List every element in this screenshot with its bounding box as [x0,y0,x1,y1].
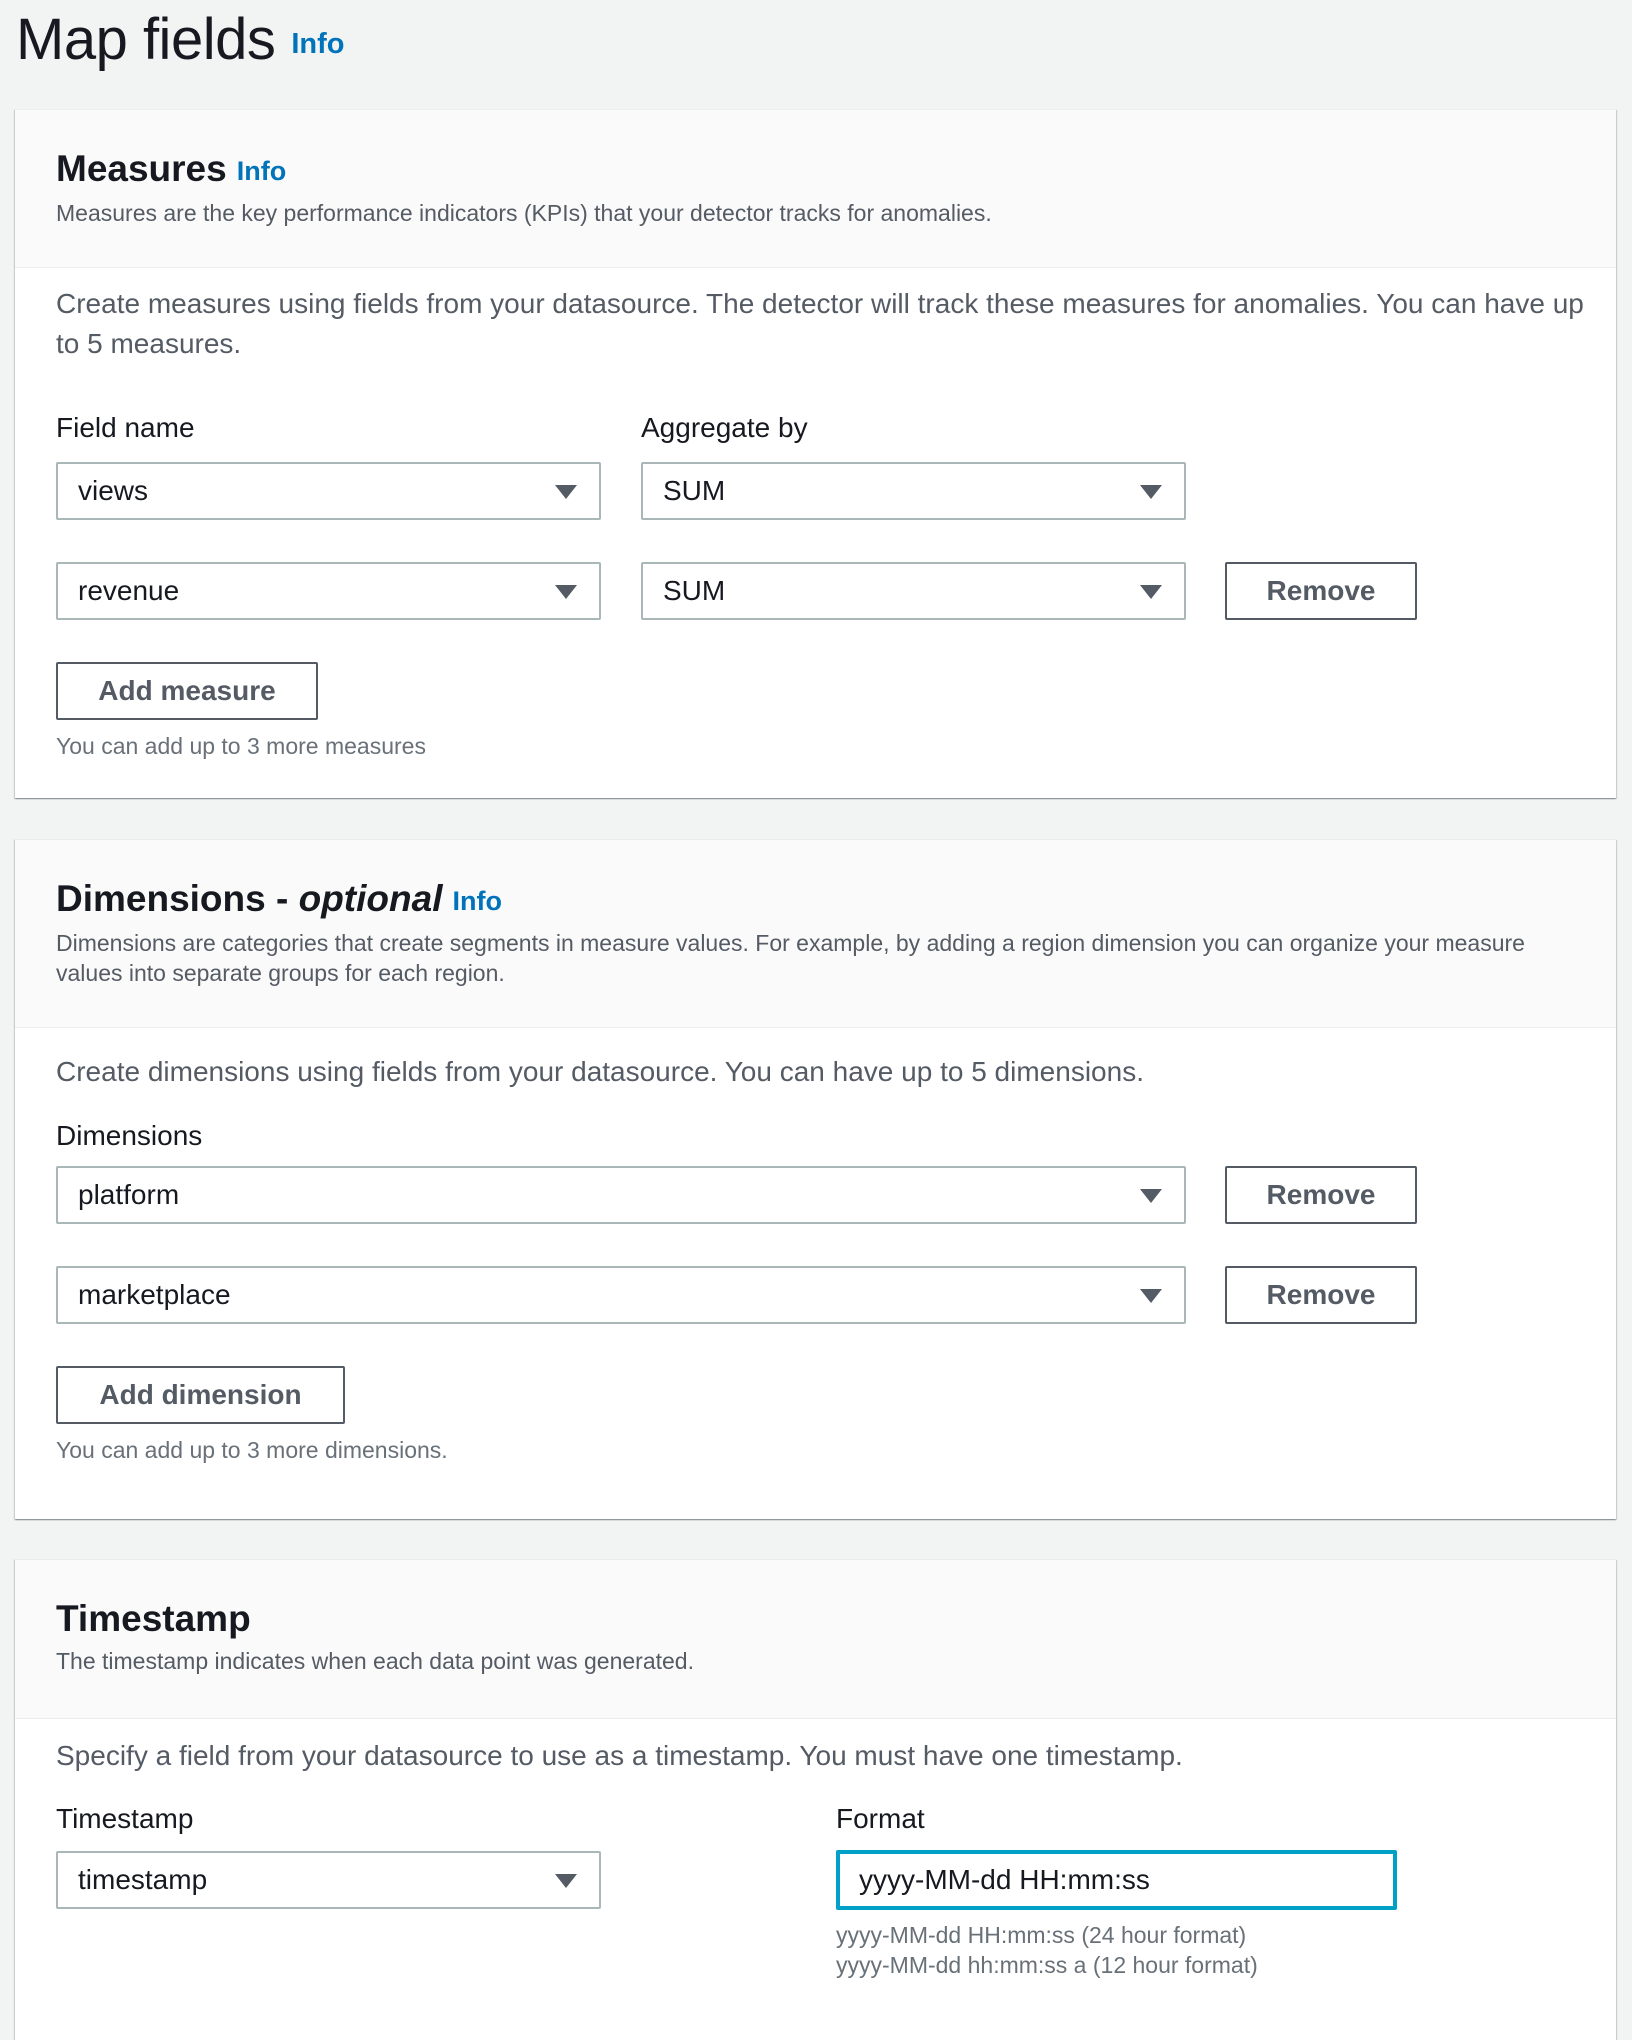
dimensions-container [15,839,1616,1519]
timestamp-description: The timestamp indicates when each data point was generated. [56,1648,694,1674]
measure-field-select-1[interactable] [56,462,601,520]
dimension-value-2: marketplace [78,1279,231,1310]
measures-body-description: Create measures using fields from your datasource. The detector will track these measures for anomalies. You can have up to 5 measures. [56,288,1584,359]
timestamp-body-description: Specify a field from your datasource to use as a timestamp. You must have one timestamp. [56,1740,1183,1771]
measures-hint: You can add up to 3 more measures [56,733,426,759]
caret-down-icon [1140,585,1162,599]
timestamp-title: Timestamp [56,1598,251,1639]
caret-down-icon [1140,485,1162,499]
measure-field-select-2[interactable] [56,562,601,620]
timestamp-field-value: timestamp [78,1864,208,1895]
page-title-text: Map fields [16,7,276,72]
measures-header [15,110,1616,268]
add-dimension-button[interactable]: Add dimension [56,1366,345,1424]
remove-dimension-button-2[interactable]: Remove [1225,1266,1417,1324]
caret-down-icon [555,485,577,499]
dimensions-optional-text: optional [298,878,443,919]
format-field-label: Format [836,1803,925,1834]
dimension-value-1: platform [78,1179,180,1210]
measure-field-value-2: revenue [78,575,180,606]
page-title [16,4,345,80]
measures-info-link[interactable]: Info [236,156,287,187]
page-info-link[interactable]: Info [291,27,345,60]
dimensions-label: Dimensions [56,1120,203,1151]
measure-aggregate-select-1[interactable] [641,462,1186,520]
format-input[interactable] [836,1850,1397,1910]
caret-down-icon [555,1874,577,1888]
caret-down-icon [1140,1189,1162,1203]
dimensions-body [15,1028,1616,1518]
remove-measure-button[interactable]: Remove [1225,562,1417,620]
measures-body [15,268,1616,797]
add-measure-button[interactable]: Add measure [56,662,318,720]
dimensions-description: Dimensions are categories that create segments in measure values. For example, by adding a region dimension you can organize your measure values into separate groups for each region. [56,930,1525,987]
caret-down-icon [1140,1289,1162,1303]
timestamp-field-label: Timestamp [56,1803,194,1834]
measure-field-value-1: views [78,475,149,506]
measures-title-text: Measures [56,148,227,189]
dimension-select-2[interactable] [56,1266,1186,1324]
measure-aggregate-value-2: SUM [663,575,726,606]
caret-down-icon [555,585,577,599]
format-hint-12h: yyyy-MM-dd hh:mm:ss a (12 hour format) [836,1952,1258,1978]
dimensions-title-text: Dimensions - [56,878,299,919]
field-name-label: Field name [56,412,195,443]
remove-dimension-button-1[interactable]: Remove [1225,1166,1417,1224]
timestamp-body [15,1719,1616,2039]
measures-description: Measures are the key performance indicators (KPIs) that your detector tracks for anomalies. [56,200,992,227]
measures-title [56,146,1576,194]
timestamp-field-select[interactable] [56,1851,601,1909]
dimensions-hint: You can add up to 3 more dimensions. [56,1437,448,1463]
dimensions-body-description: Create dimensions using fields from your datasource. You can have up to 5 dimensions. [56,1056,1144,1087]
dimension-select-1[interactable] [56,1166,1186,1224]
aggregate-by-label: Aggregate by [641,412,808,443]
dimensions-info-link[interactable]: Info [452,886,502,917]
measure-aggregate-value-1: SUM [663,475,726,506]
timestamp-header [15,1560,1616,1719]
format-hint-24h: yyyy-MM-dd HH:mm:ss (24 hour format) [836,1922,1247,1948]
measure-aggregate-select-2[interactable] [641,562,1186,620]
timestamp-container [15,1559,1616,2040]
dimensions-header [15,840,1616,1028]
measures-container [15,109,1616,798]
dimensions-title [56,876,1576,924]
